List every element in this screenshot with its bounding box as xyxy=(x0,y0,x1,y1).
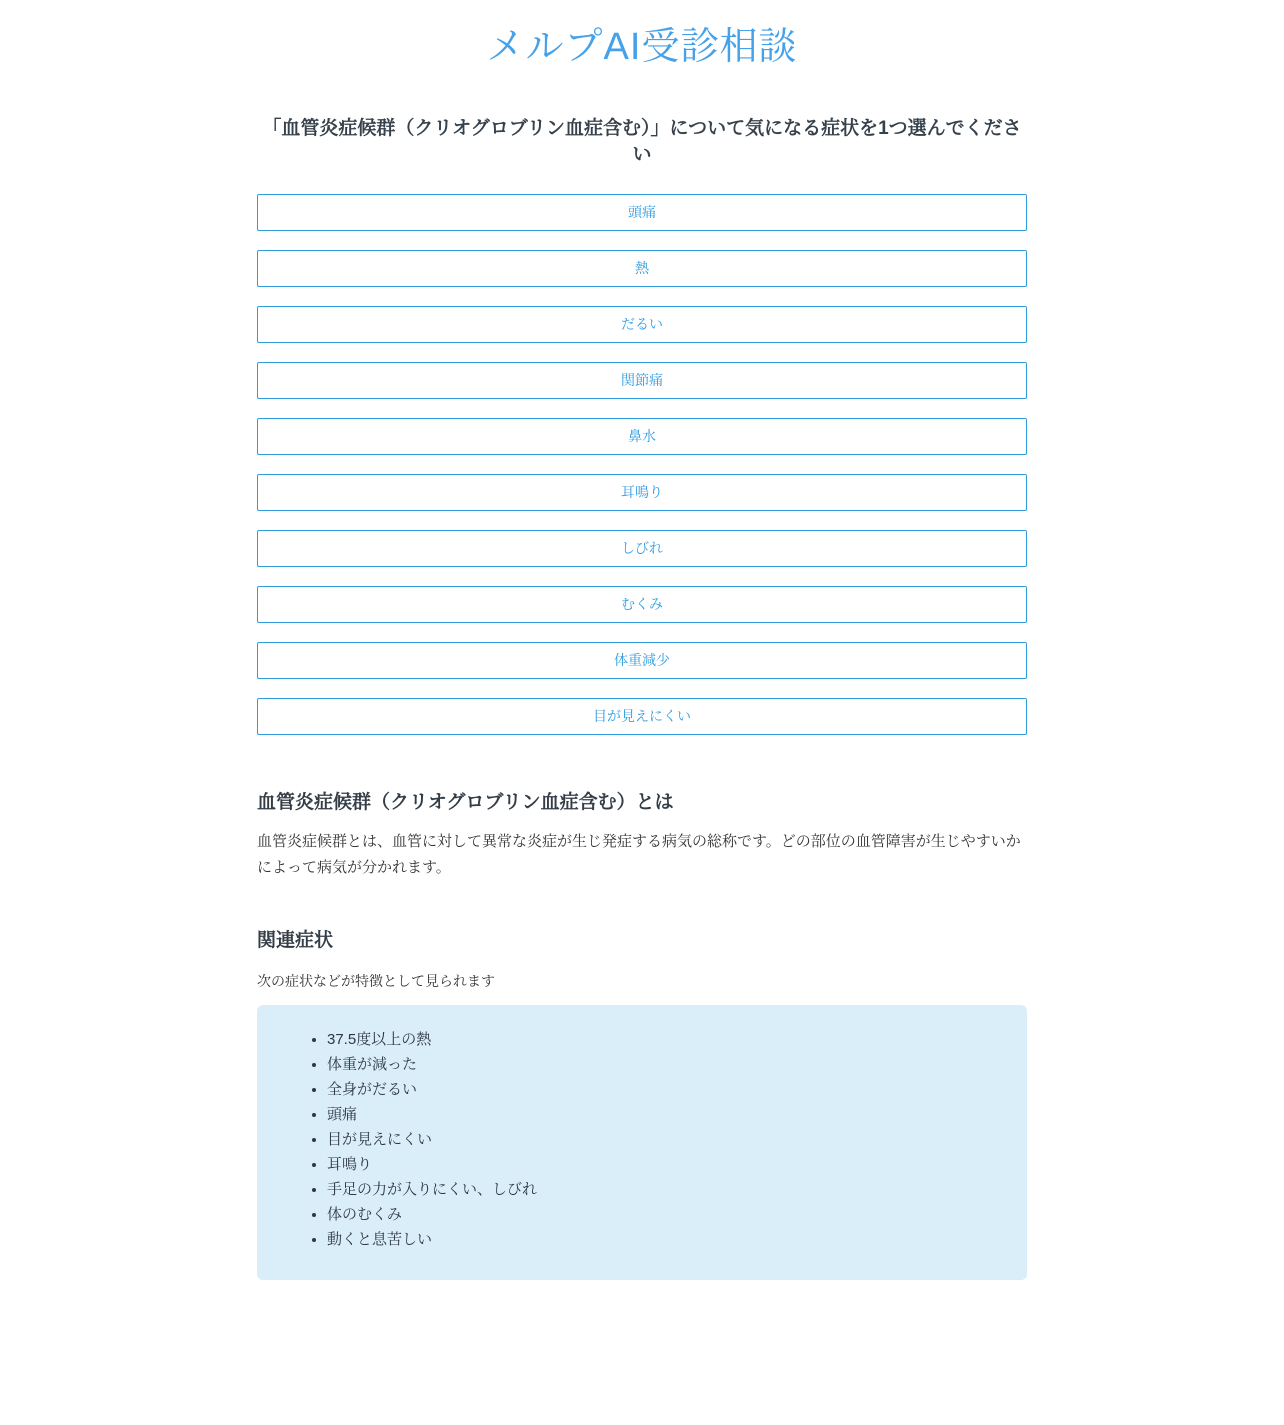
option-runny-nose[interactable]: 鼻水 xyxy=(257,418,1027,455)
symptom-item-blurred-vision: • 目が見えにくい xyxy=(327,1127,997,1152)
option-headache[interactable]: 頭痛 xyxy=(257,194,1027,231)
related-section-heading: 関連症状 xyxy=(257,930,334,951)
option-numbness[interactable]: しびれ xyxy=(257,530,1027,567)
option-fever[interactable]: 熱 xyxy=(257,250,1027,287)
symptom-options-list xyxy=(257,194,1027,735)
about-section-heading: 血管炎症候群（クリオグロブリン血症含む）とは xyxy=(257,792,674,813)
option-tinnitus[interactable]: 耳鳴り xyxy=(257,474,1027,511)
option-weight-loss[interactable]: 体重減少 xyxy=(257,642,1027,679)
about-section xyxy=(257,790,1027,881)
symptom-item-limb-weakness-numbness: • 手足の力が入りにくい、しびれ xyxy=(327,1177,997,1202)
option-fatigue[interactable]: だるい xyxy=(257,306,1027,343)
related-intro-text: 次の症状などが特徴として見られます xyxy=(257,973,495,989)
page-title: メルプAI受診相談 xyxy=(486,26,798,68)
about-description: 血管炎症候群とは、血管に対して異常な炎症が生じ発症する病気の総称です。どの部位の血管障害が生じやすいかによって病気が分かれます。 xyxy=(257,833,1021,876)
related-symptoms-section xyxy=(257,928,1027,1280)
symptom-item-body-swelling: • 体のむくみ xyxy=(327,1202,997,1227)
content-container xyxy=(257,116,1027,1280)
symptom-item-fever: • 37.5度以上の熱 xyxy=(327,1027,997,1052)
option-blurred-vision[interactable]: 目が見えにくい xyxy=(257,698,1027,735)
symptom-item-tinnitus: • 耳鳴り xyxy=(327,1152,997,1177)
symptom-item-weight-loss: • 体重が減った xyxy=(327,1052,997,1077)
option-joint-pain[interactable]: 関節痛 xyxy=(257,362,1027,399)
symptom-item-breathless-on-exertion: • 動くと息苦しい xyxy=(327,1227,997,1252)
option-swelling[interactable]: むくみ xyxy=(257,586,1027,623)
symptom-item-general-fatigue: • 全身がだるい xyxy=(327,1077,997,1102)
symptom-list xyxy=(287,1027,997,1252)
symptom-item-headache: • 頭痛 xyxy=(327,1102,997,1127)
question-text: 「血管炎症候群（クリオグロブリン血症含む）」について気になる症状を1つ選んでください xyxy=(262,118,1022,165)
related-symptoms-box xyxy=(257,1005,1027,1280)
